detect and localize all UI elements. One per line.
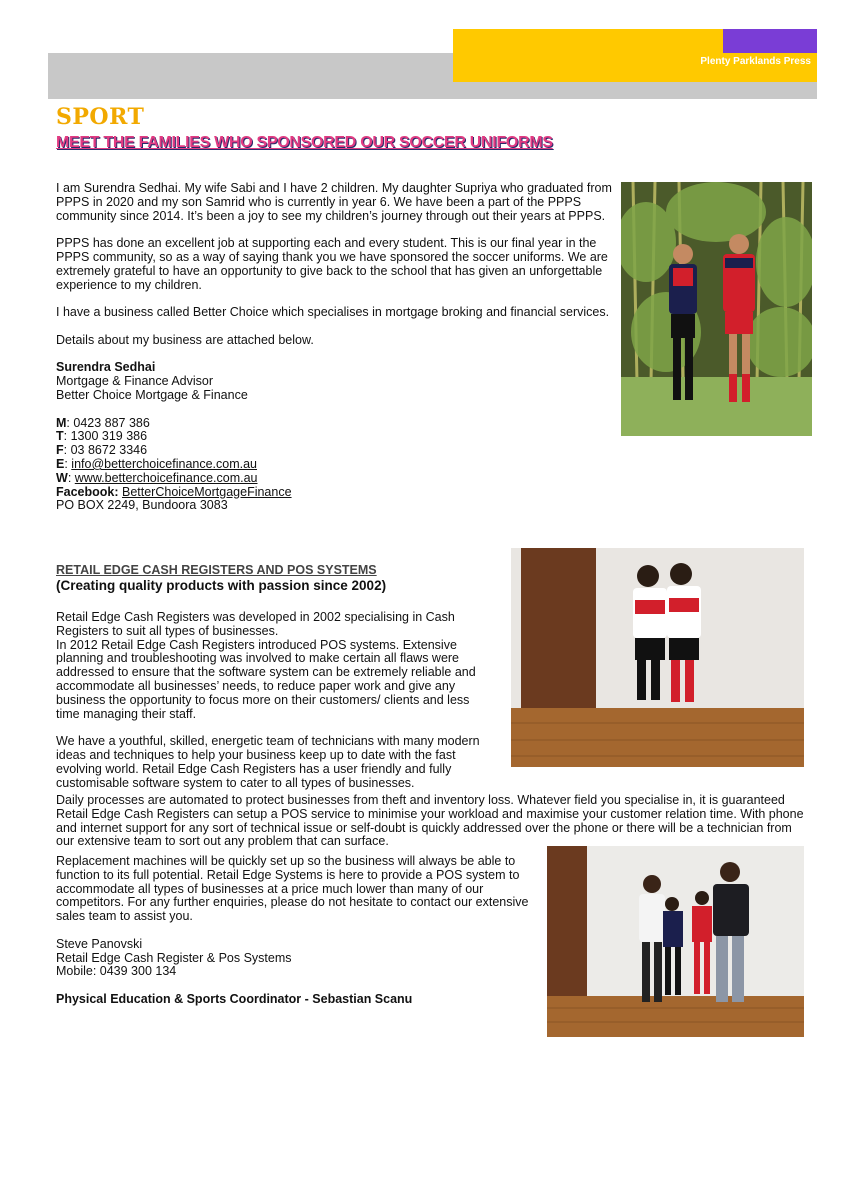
retail-paragraph-3: Replacement machines will be quickly set up so the business will always be able to function to its full potential. Retail Edge Systems is here to provide a POS system to accommodate all types of businesses at a price much lower than many of our competitors. For any further enquiries, please do not hesitate to contact our extensive sales team to assist you. [56,854,529,924]
contact-mobile [56,417,618,431]
sports-coordinator: Physical Education & Sports Coordinator - Sebastian Scanu [56,991,413,1006]
contact-po-box: PO BOX 2249, Bundoora 3083 [56,498,228,513]
signature-mobile: Mobile: 0439 300 134 [56,964,177,979]
sedhai-paragraph-2: PPPS has done an excellent job at supporting each and every student. This is our final year in the PPPS community, so as a way of saying thank you we have sponsored the soccer uniforms. We are extremely grateful to have an opportunity to give back to the school that has given an unforgettable experience to my children. [56,236,608,292]
contact-web: W: www.betterchoicefinance.com.au [56,470,258,485]
contact-fax-value: : 03 8672 3346 [63,443,148,458]
email-link[interactable]: info@betterchoicefinance.com.au [71,456,258,471]
contact-facebook-label: Facebook: [56,484,119,499]
sedhai-name: Surendra Sedhai [56,360,156,375]
facebook-link[interactable]: BetterChoiceMortgageFinance [122,484,292,499]
contact-phone-value: : 1300 319 386 [63,429,148,444]
retail-paragraph-1b: In 2012 Retail Edge Cash Registers introduced POS systems. Extensive planning and troubleshooting was involved to make certain all flaws were addressed to ensure that the software system can be extremely reliable and accommodate all businesses’ needs, to reduce paper work and give any business the opportunity to focus more on their customers/ clients and less time managing their staff. [56,637,476,721]
sedhai-article [56,182,618,513]
photo-boys-hugging [511,548,804,767]
header-purple-tab [723,29,817,53]
contact-phone [56,430,618,444]
contact-web-label: W [56,470,68,485]
signature-name: Steve Panovski [56,936,143,951]
retail-paragraph-1a: Retail Edge Cash Registers was developed in 2002 specialising in Cash Registers to suit all types of businesses. [56,610,455,638]
retail-header [56,564,496,593]
contact-fax [56,444,618,458]
retail-body-2 [56,794,812,849]
contact-email: E: info@betterchoicefinance.com.au [56,456,258,471]
website-link[interactable]: www.betterchoicefinance.com.au [74,470,258,485]
contact-facebook [56,486,618,500]
retail-body-1 [56,611,496,790]
sedhai-role: Mortgage & Finance Advisor [56,374,214,389]
publication-name: Plenty Parklands Press [700,56,811,67]
contact-mobile-value: : 0423 887 386 [66,415,150,430]
photo-family-hall [547,846,804,1037]
retail-paragraph-2b: Daily processes are automated to protect businesses from theft and inventory loss. Whatever field you specialise in, it is guaranteed Retail Edge Cash Registers can setup a POS service to minimise your workload and maximise your customer relation time. With phone and internet support for any sort of technical issue or self-doubt is quickly addressed over the phone or there will be a technician from our extensive team to sort out any problem that can surface. [56,793,804,849]
sedhai-paragraph-1: I am Surendra Sedhai. My wife Sabi and I have 2 children. My daughter Supriya who graduated from PPPS in 2020 and my son Samrid who is currently in year 6. We have been a part of the PPPS community since 2014. It’s been a joy to see my children’s journey through out their years at PPPS. [56,181,612,223]
section-tag: SPORT [56,104,145,130]
retail-paragraph-2a: We have a youthful, skilled, energetic team of technicians with many modern ideas and techniques to help your business keep up to date with the fast evolving world. Retail Edge Cash Registers has a user friendly and fully customisable software system to cater to all types of businesses. [56,734,480,790]
contact-email-label: E [56,456,65,471]
page-headline: MEET THE FAMILIES WHO SPONSORED OUR SOCCER UNIFORMS [56,134,553,151]
retail-body-3 [56,855,544,1007]
sedhai-paragraph-3: I have a business called Better Choice which specialises in mortgage broking and financial services. [56,305,610,320]
contact-fax-label: F [56,443,64,458]
contact-mobile-label: M [56,415,67,430]
photo-children-garden [621,182,812,436]
retail-title: RETAIL EDGE CASH REGISTERS AND POS SYSTEMS [56,563,377,577]
retail-subtitle: (Creating quality products with passion since 2002) [56,577,387,593]
contact-phone-label: T [56,429,64,444]
sedhai-company: Better Choice Mortgage & Finance [56,387,248,402]
signature-company: Retail Edge Cash Register & Pos Systems [56,950,292,965]
sedhai-paragraph-4: Details about my business are attached below. [56,332,314,347]
